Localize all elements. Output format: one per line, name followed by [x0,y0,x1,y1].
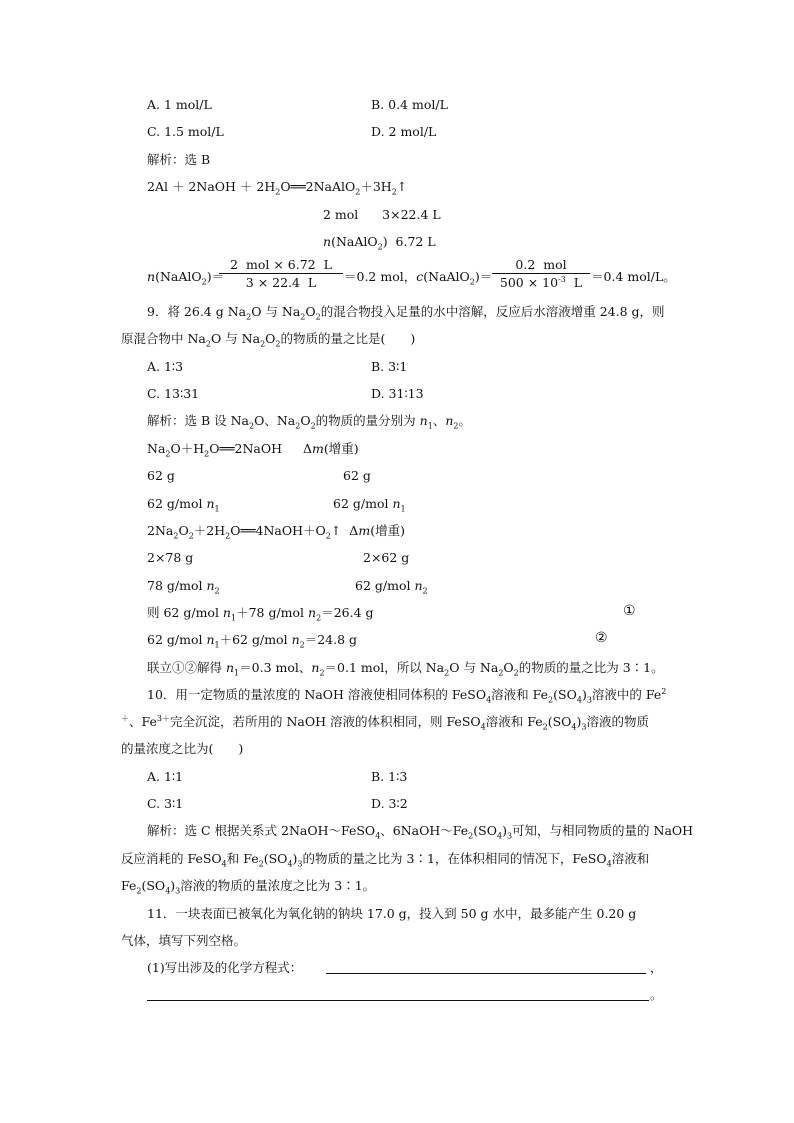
q8-option-d: D. 2 mol/L [371,124,437,139]
q9-equation-2: 62 g/mol $n_1+62$ g/mol $n_2=24.8$ g [147,632,358,650]
q8-equation: 2Al ＋ 2NaOH ＋ $2H_2O══2NaAlO_2+3H_2↑$ [147,179,408,197]
q10-option-b: B. 1∶3 [371,769,408,784]
q9-option-c: C. 13∶31 [147,386,200,401]
q8-calc-mid: ＝0.2 mol，c(NaAlO$_2$)＝ [344,269,493,287]
q8-fraction-1: 2 mol × 6.72 L 3 × 22.4 L [219,257,343,290]
q9-eq2-mass-a: 2×78 g [147,550,194,565]
q9-conclusion: 联立①②解得 $n_1=0.3$ mol、$n_2=0.1$ mol，所以 $Na_2O$ 与 $Na_2O_2$的物质的量之比为 3∶1。 [147,660,664,678]
q10-option-a: A. 1∶1 [147,769,184,784]
q8-option-a: A. 1 mol/L [147,97,212,112]
q9-stem-line2: 原混合物中 $Na_2O$ 与 $Na_2O_2$的物质的量之比是( ) [121,331,416,349]
circled-two-marker: ② [595,630,608,646]
q8-option-c: C. 1.5 mol/L [147,124,224,139]
q11-end: 。 [650,987,663,1002]
q9-eq1: $Na_2O+H_2O══2NaOH$ [147,441,283,459]
q9-eq2-molar-b: 62 g/mol $n_2$ [355,578,428,596]
q9-eq1-mass-b: 62 g [343,468,371,483]
q10-option-d: D. 3∶2 [371,796,408,811]
q9-stem-line1: 9．将 26.4 g $Na_2O$ 与 $Na_2O_2$的混合物投入足量的水中溶解，反应后水溶液增重 24.8 g，则 [147,304,665,322]
q10-analysis-line1: 解析：选 C 根据关系式 2NaOH～FeSO$_4$、$6NaOH\sim Fe_2(SO_4)_3$可知，与相同物质的量的 NaOH [147,823,694,841]
q9-eq1-mass-a: 62 g [147,468,175,483]
q9-analysis: 解析：选 B 设 $Na_2O$、$Na_2O_2$的物质的量分别为 $n_1$、$n_2$。 [147,413,471,431]
q8-stoich-row: 2 mol 3×22.4 L [323,207,441,222]
q9-eq1-molar-a: 62 g/mol $n_1$ [147,496,220,514]
q9-equation-1: 则 62 g/mol $n_1+78$ g/mol $n_2=26.4$ g [147,605,374,623]
answer-blank-2[interactable] [147,1000,649,1001]
q9-eq1-delta: Δm(增重) [303,441,359,456]
q9-option-b: B. 3∶1 [371,359,408,374]
q9-option-d: D. 31∶13 [371,386,424,401]
q10-stem-line1: 10．用一定物质的量浓度的 NaOH 溶液使相同体积的 FeSO$_4$溶液和 $Fe_2(SO_4)_3$溶液中的 Fe$^2$ [147,686,667,705]
q8-option-b: B. 0.4 mol/L [371,97,448,112]
q9-eq2-molar-a: 78 g/mol $n_2$ [147,578,220,596]
q8-analysis: 解析：选 B [147,152,211,167]
q11-comma: ， [650,960,663,975]
q10-analysis-line2: 反应消耗的 FeSO$_4$和 $Fe_2(SO_4)_3$的物质的量之比为 3∶1，在体积相同的情况下，FeSO$_4$溶液和 [121,851,650,869]
circled-one-marker: ① [623,603,636,619]
q11-subquestion-1: (1)写出涉及的化学方程式： [147,960,303,975]
q8-calc-lhs: n(NaAlO$_2$)＝ [147,269,225,287]
q9-eq2-mass-b: 2×62 g [363,550,410,565]
q9-option-a: A. 1∶3 [147,359,184,374]
q8-stoich-row2: n(NaAlO$_2$) 6.72 L [323,234,436,252]
q8-calc-end: ＝0.4 mol/L。 [591,269,676,284]
q10-stem-line2: ＋、$Fe^{3+}$完全沉淀，若所用的 NaOH 溶液的体积相同，则 FeSO$_4$溶液和 $Fe_2(SO_4)_3$溶液的物质 [121,713,650,732]
q9-eq1-molar-b: 62 g/mol $n_1$ [333,496,406,514]
q10-analysis-line3: $Fe_2(SO_4)_3$溶液的物质的量浓度之比为 3∶1。 [121,878,376,896]
q11-stem-line2: 气体，填写下列空格。 [121,933,247,948]
q8-fraction-2: 0.2 mol $500 \times 10^{-3}$ L [492,257,590,290]
q11-stem-line1: 11．一块表面已被氧化为氧化钠的钠块 17.0 g，投入到 50 g 水中，最多能产生 0.20 g [147,906,637,921]
q9-eq2: $2Na_2O_2+2H_2O══4NaOH+O_2↑$ Δm(增重) [147,523,405,541]
q10-stem-line3: 的量浓度之比为( ) [121,741,244,756]
q10-option-c: C. 3∶1 [147,796,184,811]
answer-blank-1[interactable] [326,973,646,974]
